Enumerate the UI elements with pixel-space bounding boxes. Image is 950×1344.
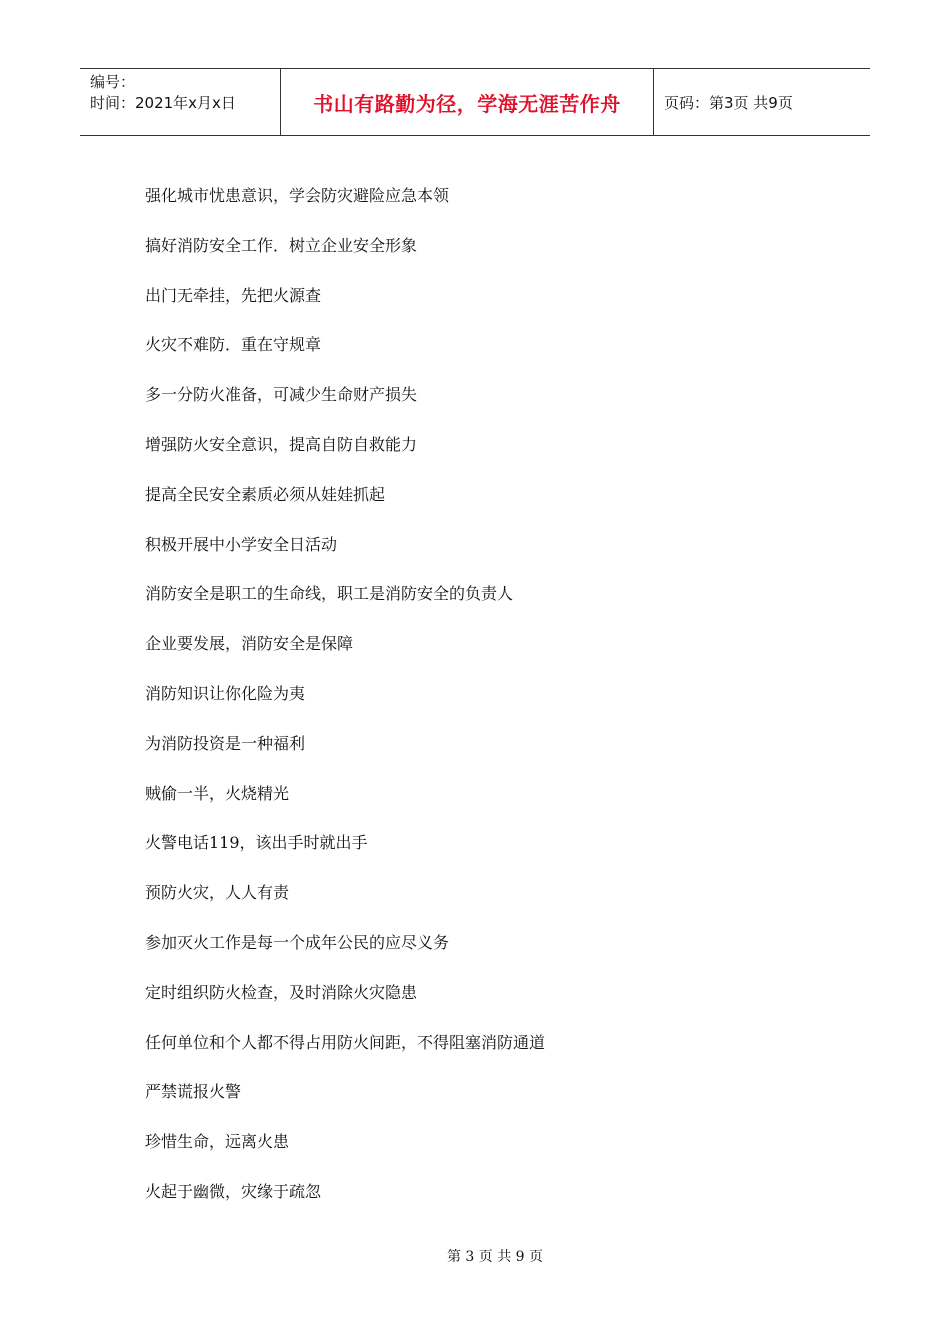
slogan-item: 珍惜生命，远离火患 xyxy=(145,1132,290,1152)
slogan-item: 企业要发展，消防安全是保障 xyxy=(145,634,354,654)
header-meta xyxy=(80,69,281,135)
slogan-item: 预防火灾，人人有责 xyxy=(145,883,290,903)
slogan-item: 多一分防火准备，可减少生命财产损失 xyxy=(145,385,418,405)
slogan-item: 参加灭火工作是每一个成年公民的应尽义务 xyxy=(145,932,450,952)
slogan-item: 增强防火安全意识，提高自防自救能力 xyxy=(145,434,418,454)
header-motto: 书山有路勤为径，学海无涯苦作舟 xyxy=(281,69,654,135)
slogan-item: 消防安全是职工的生命线，职工是消防安全的负责人 xyxy=(145,584,514,604)
document-time-label: 时间：2021年x月x日 xyxy=(90,94,236,112)
slogan-item: 积极开展中小学安全日活动 xyxy=(145,534,338,554)
slogan-item: 为消防投资是一种福利 xyxy=(145,733,306,753)
slogan-item: 定时组织防火检查，及时消除火灾隐患 xyxy=(145,982,418,1002)
slogan-item: 出门无牵挂，先把火源查 xyxy=(145,285,322,305)
slogan-item: 火警电话119，该出手时就出手 xyxy=(145,833,368,853)
page-header xyxy=(80,68,870,136)
document-number-label: 编号： xyxy=(90,73,136,91)
slogan-item: 强化城市忧患意识，学会防灾避险应急本领 xyxy=(145,186,450,205)
slogan-item: 任何单位和个人都不得占用防火间距，不得阻塞消防通道 xyxy=(145,1032,546,1052)
slogan-item: 贼偷一半，火烧精光 xyxy=(145,783,290,803)
slogan-item: 火起于幽微，灾缘于疏忽 xyxy=(145,1181,322,1201)
slogan-item: 火灾不难防．重在守规章 xyxy=(145,335,322,355)
header-page-info: 页码：第3页 共9页 xyxy=(664,93,793,112)
slogan-item: 提高全民安全素质必须从娃娃抓起 xyxy=(145,484,386,504)
slogan-item: 搞好消防安全工作．树立企业安全形象 xyxy=(145,235,418,255)
slogan-item: 严禁谎报火警 xyxy=(145,1082,242,1102)
slogan-item: 消防知识让你化险为夷 xyxy=(145,683,306,703)
page-footer: 第 3 页 共 9 页 xyxy=(446,1249,544,1265)
slogan-list xyxy=(145,184,545,1230)
